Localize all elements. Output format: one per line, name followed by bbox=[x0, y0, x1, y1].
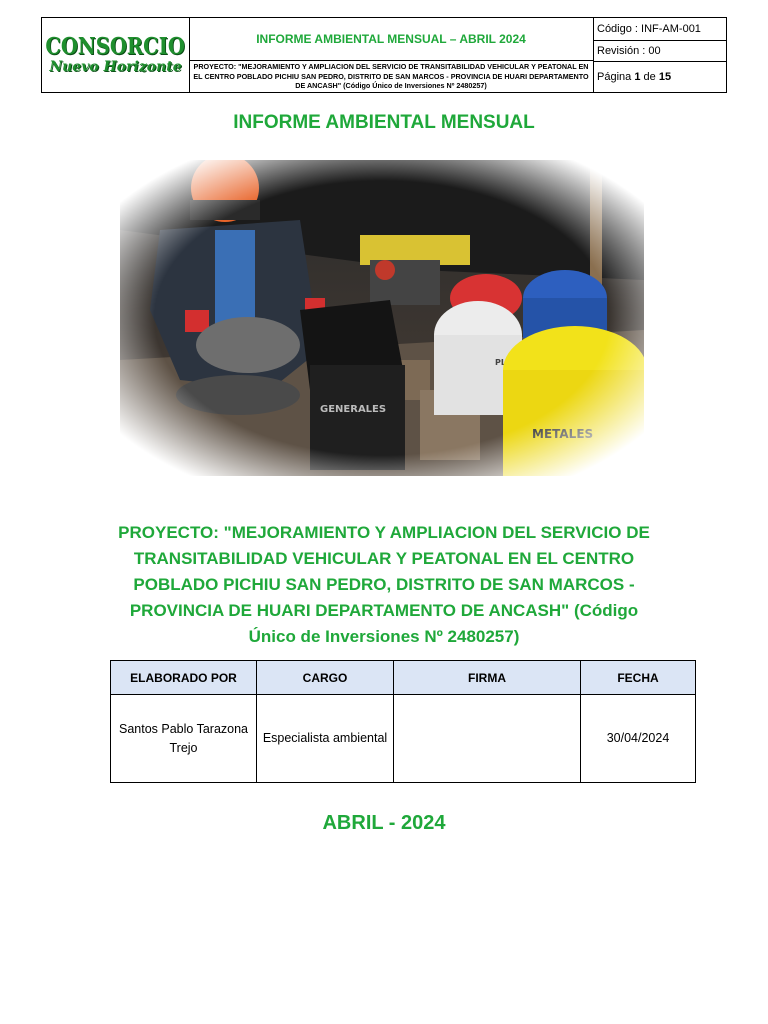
header-center bbox=[189, 18, 594, 92]
document-header bbox=[41, 17, 727, 93]
table-header-row bbox=[111, 661, 696, 695]
page-total: 15 bbox=[658, 71, 672, 83]
approval-table bbox=[110, 660, 696, 783]
cell-cargo: Especialista ambiental bbox=[257, 695, 394, 783]
page-of: de bbox=[643, 71, 656, 83]
cell-fecha: 30/04/2024 bbox=[581, 695, 696, 783]
header-project: PROYECTO: "MEJORAMIENTO Y AMPLIACION DEL SERVICIO DE TRANSITABILIDAD VEHICULAR Y PEATONAL EN EL CENTRO POBLADO PICHIU SAN PEDRO, DISTRITO DE SAN MARCOS - PROVINCIA DE HUARI DEPARTAMENTO DE ANCASH" (Código Único de Inversiones Nº 2480257) bbox=[193, 62, 589, 91]
col-firma: FIRMA bbox=[394, 661, 581, 695]
header-title: INFORME AMBIENTAL MENSUAL – ABRIL 2024 bbox=[189, 18, 593, 61]
report-date: ABRIL - 2024 bbox=[322, 812, 446, 834]
project-description: PROYECTO: "MEJORAMIENTO Y AMPLIACION DEL SERVICIO DE TRANSITABILIDAD VEHICULAR Y PEATONAL EN EL CENTRO POBLADO PICHIU SAN PEDRO, DISTRITO DE SAN MARCOS - PROVINCIA DE HUARI DEPARTAMENTO DE ANCASH" (Código Único de Inversiones Nº 2480257) bbox=[118, 523, 650, 646]
company-logo bbox=[42, 18, 190, 92]
doc-page bbox=[593, 62, 726, 92]
col-fecha: FECHA bbox=[581, 661, 696, 695]
header-meta bbox=[593, 18, 726, 92]
col-elaborado: ELABORADO POR bbox=[111, 661, 257, 695]
main-title: INFORME AMBIENTAL MENSUAL bbox=[233, 112, 535, 133]
logo-text-bottom: Nuevo Horizonte bbox=[49, 59, 182, 75]
cover-photo bbox=[120, 160, 644, 476]
cell-elaborado: Santos Pablo Tarazona Trejo bbox=[111, 695, 257, 783]
col-cargo: CARGO bbox=[257, 661, 394, 695]
doc-revision: Revisión : 00 bbox=[593, 41, 726, 62]
page-number: 1 bbox=[634, 71, 641, 83]
page-label: Página bbox=[597, 71, 632, 83]
table-row bbox=[111, 695, 696, 783]
cell-firma bbox=[394, 695, 581, 783]
logo-text-top: CONSORCIO bbox=[45, 33, 186, 60]
doc-code: Código : INF-AM-001 bbox=[593, 18, 726, 41]
